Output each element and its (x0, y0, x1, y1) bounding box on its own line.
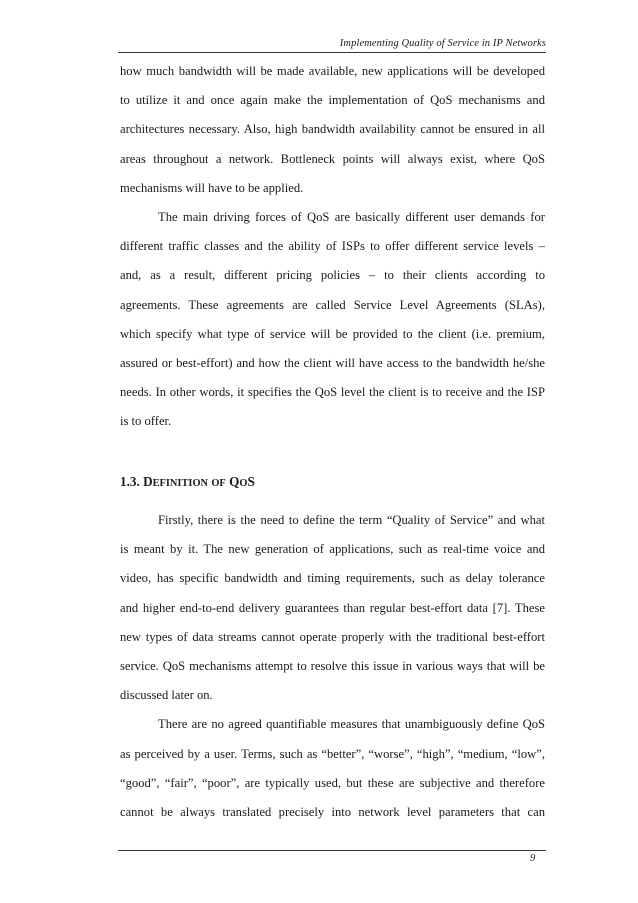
text-line: to utilize it and once again make the implementation of QoS mechanisms and (120, 93, 545, 108)
text-line: different traffic classes and the ability of ISPs to offer different service levels – (120, 239, 545, 254)
text-line: mechanisms will have to be applied. (120, 180, 304, 195)
text-line: and, as a result, different pricing policies – to their clients according to (120, 268, 545, 283)
text-line: “good”, “fair”, “poor”, are typically used, but these are subjective and therefore (120, 775, 545, 790)
text-line: is to offer. (120, 414, 172, 429)
text-line: Firstly, there is the need to define the term “Quality of Service” and what (158, 513, 545, 527)
text-line: is meant by it. The new generation of applications, such as real-time voice and (120, 542, 545, 557)
text-line: as perceived by a user. Terms, such as “better”, “worse”, “high”, “medium, “low”, (120, 746, 545, 761)
section-number: 1.3. (120, 474, 140, 489)
text-line: which specify what type of service will be provided to the client (i.e. premium, (120, 326, 545, 341)
text-line: how much bandwidth will be made available, new applications will be developed (120, 64, 545, 78)
body-text-section (120, 506, 545, 827)
text-line: service. QoS mechanisms attempt to resolve this issue in various ways that will be (120, 659, 545, 674)
text-line: agreements. These agreements are called Service Level Agreements (SLAs), (120, 297, 545, 312)
text-line: needs. In other words, it specifies the QoS level the client is to receive and the ISP (120, 385, 545, 400)
text-line: areas throughout a network. Bottleneck points will always exist, where QoS (120, 151, 545, 166)
text-line: The main driving forces of QoS are basically different user demands for (158, 210, 545, 225)
section-title: DEFINITION OF QOS (143, 474, 255, 489)
footer-rule (118, 850, 546, 851)
body-text-top (120, 57, 545, 437)
text-line: new types of data streams cannot operate properly with the traditional best-effort (120, 629, 545, 644)
header-rule (118, 52, 546, 53)
text-line: and higher end-to-end delivery guarantees than regular best-effort data [7]. These (120, 600, 545, 615)
text-line: architectures necessary. Also, high bandwidth availability cannot be ensured in all (120, 122, 545, 137)
running-header: Implementing Quality of Service in IP Networks (339, 38, 546, 49)
text-line: video, has specific bandwidth and timing requirements, such as delay tolerance (120, 571, 545, 586)
text-line: There are no agreed quantifiable measures that unambiguously define QoS (158, 717, 545, 732)
page-number: 9 (530, 853, 536, 864)
text-line: assured or best-effort) and how the client will have access to the bandwidth he/she (120, 356, 545, 371)
text-line: cannot be always translated precisely into network level parameters that can (120, 805, 545, 820)
text-line: discussed later on. (120, 688, 213, 703)
section-heading (120, 474, 255, 490)
